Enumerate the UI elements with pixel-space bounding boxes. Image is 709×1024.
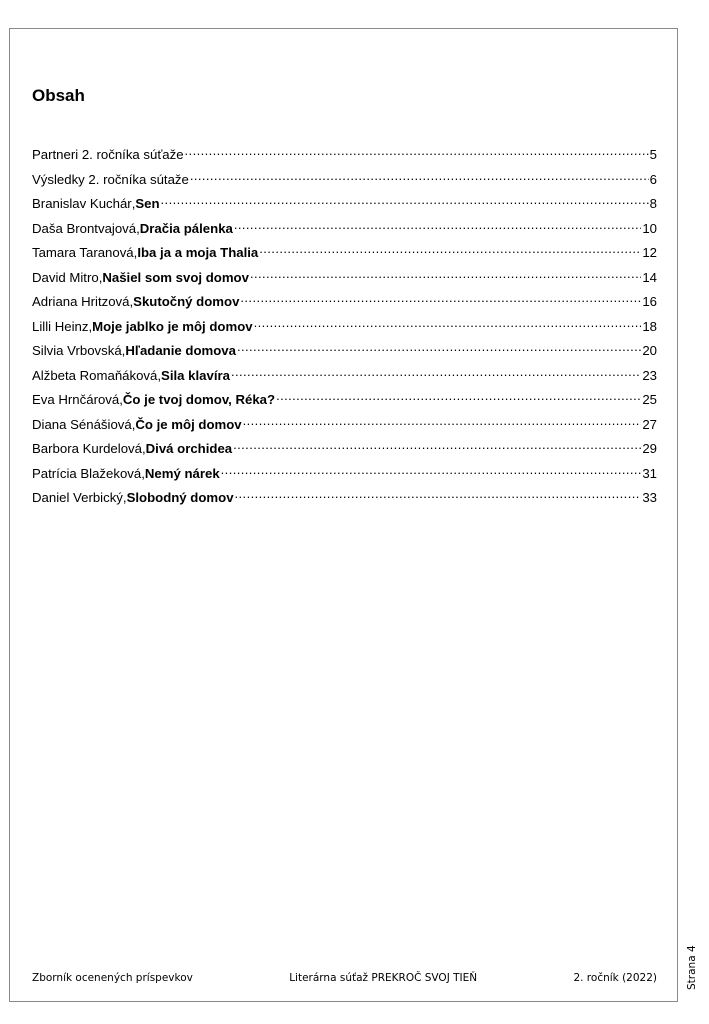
- toc-entry-title: Iba ja a moja Thalia: [137, 245, 259, 260]
- toc-dot-leader: [185, 139, 649, 159]
- toc-dot-leader: [161, 188, 649, 208]
- footer-right: 2. ročník (2022): [573, 972, 657, 984]
- toc-entry-page-number: 8: [649, 196, 657, 211]
- toc-entry-author: Výsledky 2. ročníka sútaže: [32, 171, 189, 187]
- toc-entry-title: Čo je môj domov: [135, 416, 242, 432]
- toc-dot-leader: [250, 262, 641, 282]
- toc-entry-page-number: 10: [642, 220, 657, 236]
- toc-entry[interactable]: [32, 262, 657, 287]
- toc-entry-page-number: 31: [642, 465, 657, 481]
- toc-entry-author: Diana Sénášiová: [32, 416, 132, 432]
- toc-entry-author: Silvia Vrbovská: [32, 343, 122, 358]
- toc-dot-leader: [190, 164, 649, 184]
- page-title: Obsah: [32, 86, 85, 105]
- page-footer: [32, 972, 657, 984]
- toc-entry-separator: ,: [141, 441, 146, 456]
- toc-entry-separator: ,: [131, 416, 136, 432]
- toc-entry-separator: ,: [157, 367, 162, 383]
- toc-dot-leader: [233, 433, 641, 453]
- toc-dot-leader: [237, 335, 641, 355]
- toc-dot-leader: [235, 482, 642, 502]
- footer-center: Literárna súťaž PREKROČ SVOJ TIEŇ: [289, 972, 478, 984]
- toc-entry-separator: ,: [133, 245, 138, 260]
- toc-entry-page-number: 6: [649, 171, 657, 187]
- page-number-label: Strana 4: [686, 945, 698, 990]
- toc-dot-leader: [234, 213, 641, 233]
- toc-entry[interactable]: [32, 409, 657, 434]
- toc-entry-page-number: 23: [642, 367, 657, 383]
- toc-entry-author: Lilli Heinz: [32, 318, 89, 334]
- toc-entry[interactable]: [32, 384, 657, 409]
- toc-entry-page-number: 25: [642, 392, 657, 407]
- toc-entry[interactable]: [32, 286, 657, 311]
- toc-entry-page-number: 5: [649, 147, 657, 162]
- toc-entry-title: Sen: [135, 196, 160, 211]
- footer-left: Zborník ocenených príspevkov: [32, 972, 193, 984]
- toc-entry[interactable]: [32, 482, 657, 507]
- table-of-contents: [32, 139, 657, 507]
- toc-entry-author: Daša Brontvajová: [32, 220, 137, 236]
- toc-entry-author: Patrícia Blažeková: [32, 465, 142, 481]
- toc-entry[interactable]: [32, 237, 657, 262]
- toc-entry-author: Alžbeta Romaňáková: [32, 367, 158, 383]
- toc-entry-title: Našiel som svoj domov: [102, 269, 249, 285]
- toc-entry-separator: ,: [121, 343, 126, 358]
- toc-entry-title: Divá orchidea: [145, 441, 233, 456]
- toc-entry[interactable]: [32, 360, 657, 385]
- toc-dot-leader: [254, 311, 642, 331]
- toc-entry-title: Skutočný domov: [133, 294, 240, 309]
- toc-entry-separator: ,: [129, 294, 134, 309]
- toc-entry-page-number: 16: [642, 294, 657, 309]
- toc-dot-leader: [231, 360, 641, 380]
- toc-entry-author: Branislav Kuchár: [32, 196, 132, 211]
- toc-entry-page-number: 20: [642, 343, 657, 358]
- toc-entry-page-number: 14: [642, 269, 657, 285]
- toc-entry[interactable]: [32, 164, 657, 189]
- toc-entry[interactable]: [32, 213, 657, 238]
- toc-entry-author: Eva Hrnčárová: [32, 392, 120, 407]
- toc-entry-separator: ,: [122, 490, 127, 505]
- toc-entry[interactable]: [32, 433, 657, 458]
- toc-dot-leader: [243, 409, 642, 429]
- toc-entry-title: Moje jablko je môj domov: [92, 318, 253, 334]
- toc-entry[interactable]: [32, 311, 657, 336]
- toc-dot-leader: [240, 286, 641, 306]
- toc-entry-separator: ,: [119, 392, 123, 407]
- toc-entry-page-number: 18: [642, 318, 657, 334]
- toc-entry-author: Daniel Verbický: [32, 490, 123, 505]
- toc-entry-author: Adriana Hritzová: [32, 294, 130, 309]
- toc-entry-page-number: 33: [642, 490, 657, 505]
- toc-entry-author: Tamara Taranová: [32, 245, 134, 260]
- toc-entry[interactable]: [32, 335, 657, 360]
- toc-entry-page-number: 27: [642, 416, 657, 432]
- toc-entry-author: David Mitro: [32, 269, 99, 285]
- toc-entry-title: Čo je tvoj domov, Réka?: [122, 392, 276, 407]
- toc-entry-separator: ,: [98, 269, 103, 285]
- toc-entry-separator: ,: [136, 220, 140, 236]
- toc-dot-leader: [276, 384, 641, 404]
- toc-entry-page-number: 12: [642, 245, 657, 260]
- toc-entry[interactable]: [32, 139, 657, 164]
- toc-entry-author: Partneri 2. ročníka súťaže: [32, 147, 184, 162]
- toc-entry-title: Hľadanie domova: [125, 343, 236, 358]
- toc-entry-title: Slobodný domov: [126, 490, 234, 505]
- toc-entry-separator: ,: [141, 465, 145, 481]
- toc-entry-author: Barbora Kurdelová: [32, 441, 142, 456]
- toc-entry-title: Sila klavíra: [161, 367, 230, 383]
- toc-dot-leader: [221, 458, 642, 478]
- toc-entry-title: Dračia pálenka: [139, 220, 233, 236]
- toc-entry-separator: ,: [131, 196, 136, 211]
- toc-entry[interactable]: [32, 188, 657, 213]
- toc-entry-page-number: 29: [642, 441, 657, 456]
- toc-dot-leader: [259, 237, 641, 257]
- toc-entry-title: Nemý nárek: [144, 465, 220, 481]
- toc-entry[interactable]: [32, 458, 657, 483]
- toc-entry-separator: ,: [88, 318, 93, 334]
